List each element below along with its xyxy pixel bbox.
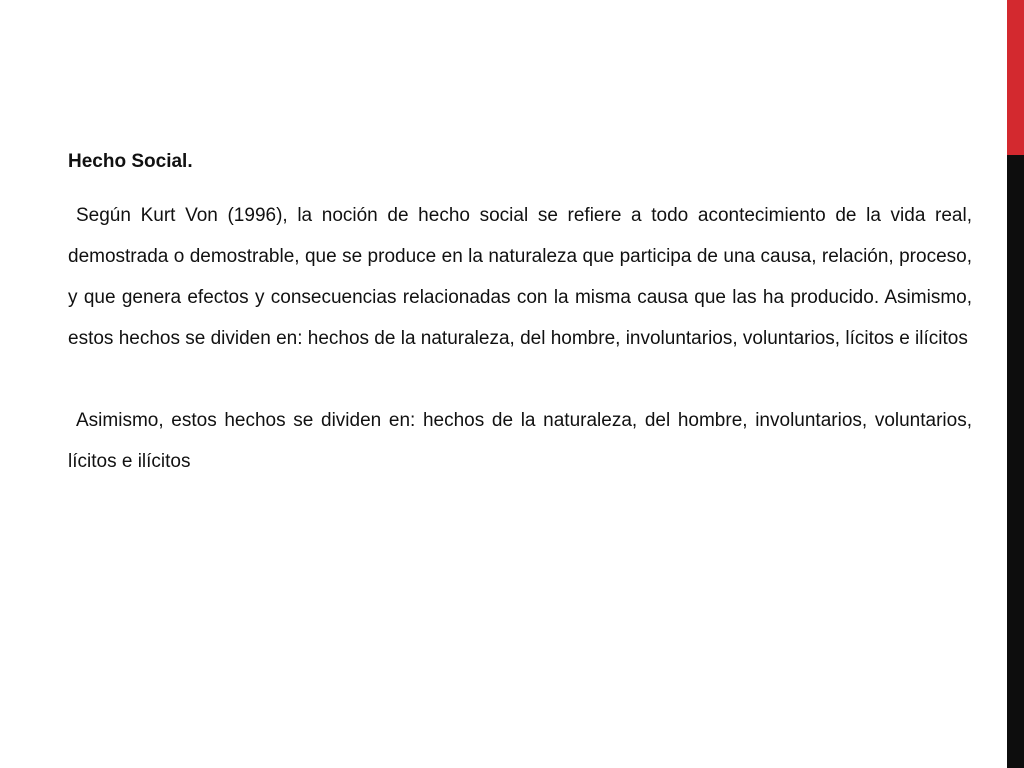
accent-bar — [1007, 0, 1024, 768]
accent-bar-red-segment — [1007, 0, 1024, 155]
slide-content — [68, 146, 972, 482]
paragraph-definition: Según Kurt Von (1996), la noción de hecho social se refiere a todo acontecimiento de la vida real, demostrada o demostrable, que se produce en la naturaleza que participa de una causa, relación, proceso, y que genera efectos y consecuencias relacionadas con la misma causa que las ha producido. Asimismo, estos hechos se dividen en: hechos de la naturaleza, del hombre, involuntarios, voluntarios, lícitos e ilícitos — [68, 205, 972, 349]
paragraph-classification: Asimismo, estos hechos se dividen en: hechos de la naturaleza, del hombre, involuntarios, voluntarios, lícitos e ilícitos — [68, 410, 972, 472]
accent-bar-black-segment — [1007, 155, 1024, 768]
slide-title: Hecho Social. — [68, 151, 193, 172]
